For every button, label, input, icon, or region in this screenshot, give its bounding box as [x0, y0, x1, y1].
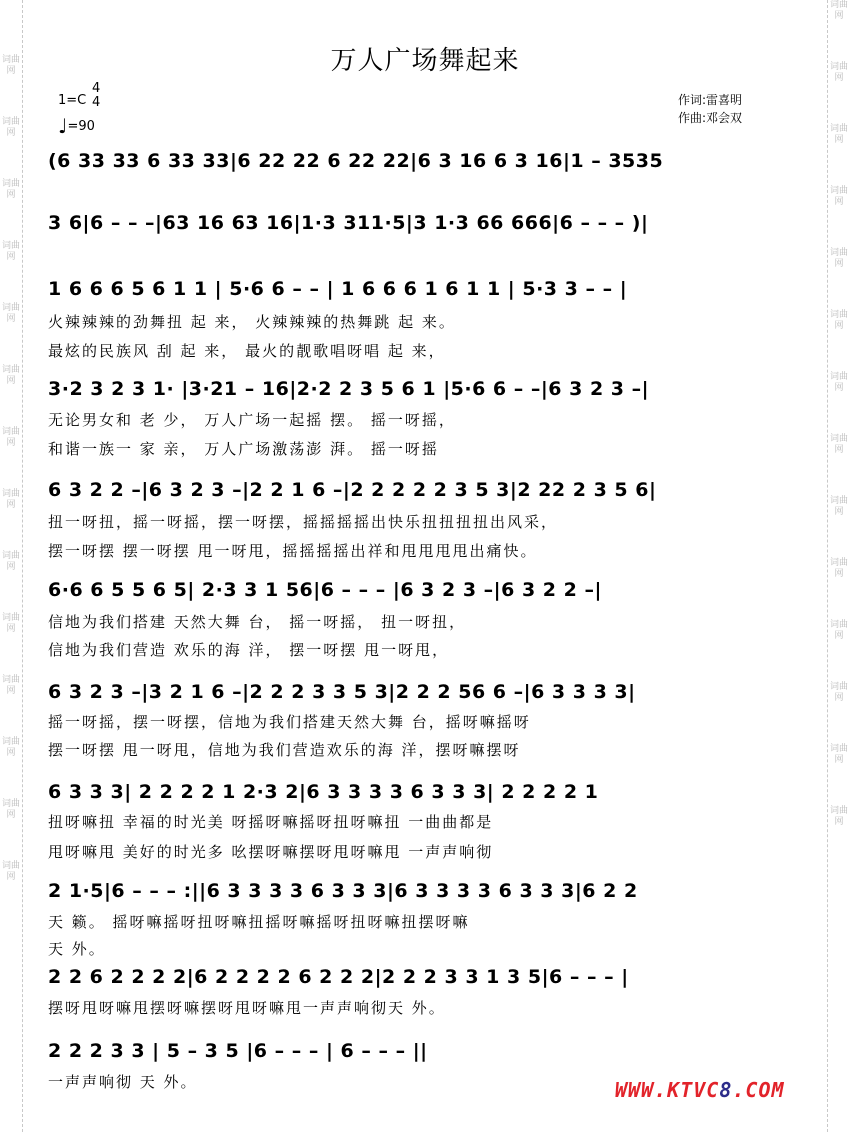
notation-line: 3·2 3 2 3 1· |3·21 – 16|2·2 2 3 5 6 1 |5·6 6 – –|6 3 2 3 –| [48, 378, 650, 400]
time-signature [92, 82, 100, 110]
side-watermark: 词曲网 [1, 489, 20, 510]
lyric-line: 火辣辣辣的劲舞扭 起 来， 火辣辣辣的热舞跳 起 来。 [48, 313, 456, 331]
side-watermark: 词曲网 [829, 806, 848, 827]
time-signature-bottom: 4 [92, 95, 101, 110]
lyric-line: 无论男女和 老 少， 万人广场一起摇 摆。 摇一呀摇， [48, 411, 456, 429]
notation-line: 6 3 3 3| 2 2 2 2 1 2·3 2|6 3 3 3 3 6 3 3 3| 2 2 2 2 1 [48, 781, 599, 803]
side-watermark: 词曲网 [1, 551, 20, 572]
side-watermark: 词曲网 [1, 365, 20, 386]
lyric-line: 最炫的民族风 刮 起 来， 最火的靓歌唱呀唱 起 来， [48, 342, 446, 360]
lyric-line: 信地为我们搭建 天然大舞 台， 摇一呀摇， 扭一呀扭， [48, 613, 467, 631]
side-watermark: 词曲网 [1, 613, 20, 634]
notation-line: 2 2 6 2 2 2 2|6 2 2 2 2 6 2 2 2|2 2 2 3 3 1 3 5|6 – – – | [48, 966, 629, 988]
lyric-line: 甩呀嘛甩 美好的时光多 吆摆呀嘛摆呀甩呀嘛甩 一声声响彻 [48, 843, 494, 861]
notation-line: 6·6 6 5 5 6 5| 2·3 3 1 56|6 – – – |6 3 2 3 –|6 3 2 2 –| [48, 579, 602, 601]
tempo-value: =90 [67, 119, 95, 134]
side-watermark: 词曲网 [1, 241, 20, 262]
side-watermark: 词曲网 [829, 744, 848, 765]
side-watermark: 词曲网 [1, 117, 20, 138]
site-watermark-suffix: .COM [732, 1078, 785, 1102]
lyricist: 作词:雷喜明 [678, 93, 743, 107]
notation-line: 6 3 2 3 –|3 2 1 6 –|2 2 2 3 3 5 3|2 2 2 56 6 –|6 3 3 3 3| [48, 681, 636, 703]
notation-line: 6 3 2 2 –|6 3 2 3 –|2 2 1 6 –|2 2 2 2 2 3 5 3|2 22 2 3 5 6| [48, 479, 657, 501]
side-watermark: 词曲网 [829, 558, 848, 579]
side-watermark: 词曲网 [1, 861, 20, 882]
time-signature-top: 4 [92, 81, 101, 96]
side-watermark: 词曲网 [829, 682, 848, 703]
lyric-line: 摇一呀摇，摆一呀摆，信地为我们搭建天然大舞 台，摇呀嘛摇呀 [48, 713, 531, 731]
lyric-line: 扭呀嘛扭 幸福的时光美 呀摇呀嘛摇呀扭呀嘛扭 一曲曲都是 [48, 813, 494, 831]
right-watermark-strip [827, 0, 850, 1132]
lyric-line: 摆呀甩呀嘛甩摆呀嘛摆呀甩呀嘛甩一声声响彻天 外。 [48, 999, 446, 1017]
site-watermark-mid: 8 [719, 1078, 733, 1102]
side-watermark: 词曲网 [829, 62, 848, 83]
lyric-line: 天 外。 [48, 940, 106, 958]
side-watermark: 词曲网 [1, 179, 20, 200]
side-watermark: 词曲网 [1, 303, 20, 324]
lyric-line: 一声声响彻 天 外。 [48, 1073, 198, 1091]
side-watermark: 词曲网 [829, 496, 848, 517]
notation-line: 2 2 2 3 3 | 5 – 3 5 |6 – – – | 6 – – – || [48, 1040, 428, 1062]
tempo-marking [58, 114, 95, 138]
notation-line: (6 33 33 6 33 33|6 22 22 6 22 22|6 3 16 6 3 16|1 – 3535 [48, 150, 664, 172]
composer: 作曲:邓会双 [678, 111, 743, 125]
side-watermark: 词曲网 [829, 248, 848, 269]
notation-line: 2 1·5|6 – – – :||6 3 3 3 3 6 3 3 3|6 3 3 3 3 6 3 3 3|6 2 2 [48, 880, 638, 902]
notation-line: 1 6 6 6 5 6 1 1 | 5·6 6 – – | 1 6 6 6 1 6 1 1 | 5·3 3 – – | [48, 278, 628, 300]
lyric-line: 摆一呀摆 摆一呀摆 甩一呀甩，摇摇摇摇出祥和甩甩甩甩出痛快。 [48, 542, 538, 560]
lyric-line: 天 籁。 摇呀嘛摇呀扭呀嘛扭摇呀嘛摇呀扭呀嘛扭摆呀嘛 [48, 913, 470, 931]
site-watermark [615, 1078, 785, 1102]
left-watermark-strip [0, 0, 23, 1132]
lyric-line: 和谐一族一 家 亲， 万人广场激荡澎 湃。 摇一呀摇 [48, 440, 439, 458]
side-watermark: 词曲网 [829, 372, 848, 393]
credits [678, 91, 742, 127]
side-watermark: 词曲网 [829, 0, 848, 21]
song-title: 万人广场舞起来 [330, 46, 520, 76]
lyric-line: 摆一呀摆 甩一呀甩，信地为我们营造欢乐的海 洋，摆呀嘛摆呀 [48, 741, 521, 759]
side-watermark: 词曲网 [829, 434, 848, 455]
side-watermark: 词曲网 [1, 799, 20, 820]
key-signature: 1=C [58, 93, 87, 108]
side-watermark: 词曲网 [1, 427, 20, 448]
side-watermark: 词曲网 [829, 124, 848, 145]
quarter-note-icon: ♩ [58, 114, 68, 138]
notation-line: 3 6|6 – – –|63 16 63 16|1·3 311·5|3 1·3 66 666|6 – – – )| [48, 212, 649, 234]
side-watermark: 词曲网 [829, 620, 848, 641]
lyric-line: 信地为我们营造 欢乐的海 洋， 摆一呀摆 甩一呀甩， [48, 641, 450, 659]
side-watermark: 词曲网 [1, 675, 20, 696]
side-watermark: 词曲网 [829, 310, 848, 331]
side-watermark: 词曲网 [1, 55, 20, 76]
side-watermark: 词曲网 [829, 186, 848, 207]
lyric-line: 扭一呀扭，摇一呀摇，摆一呀摆，摇摇摇摇出快乐扭扭扭扭出风采， [48, 513, 559, 531]
side-watermark: 词曲网 [1, 737, 20, 758]
site-watermark-prefix: WWW.KTVC [615, 1078, 720, 1102]
